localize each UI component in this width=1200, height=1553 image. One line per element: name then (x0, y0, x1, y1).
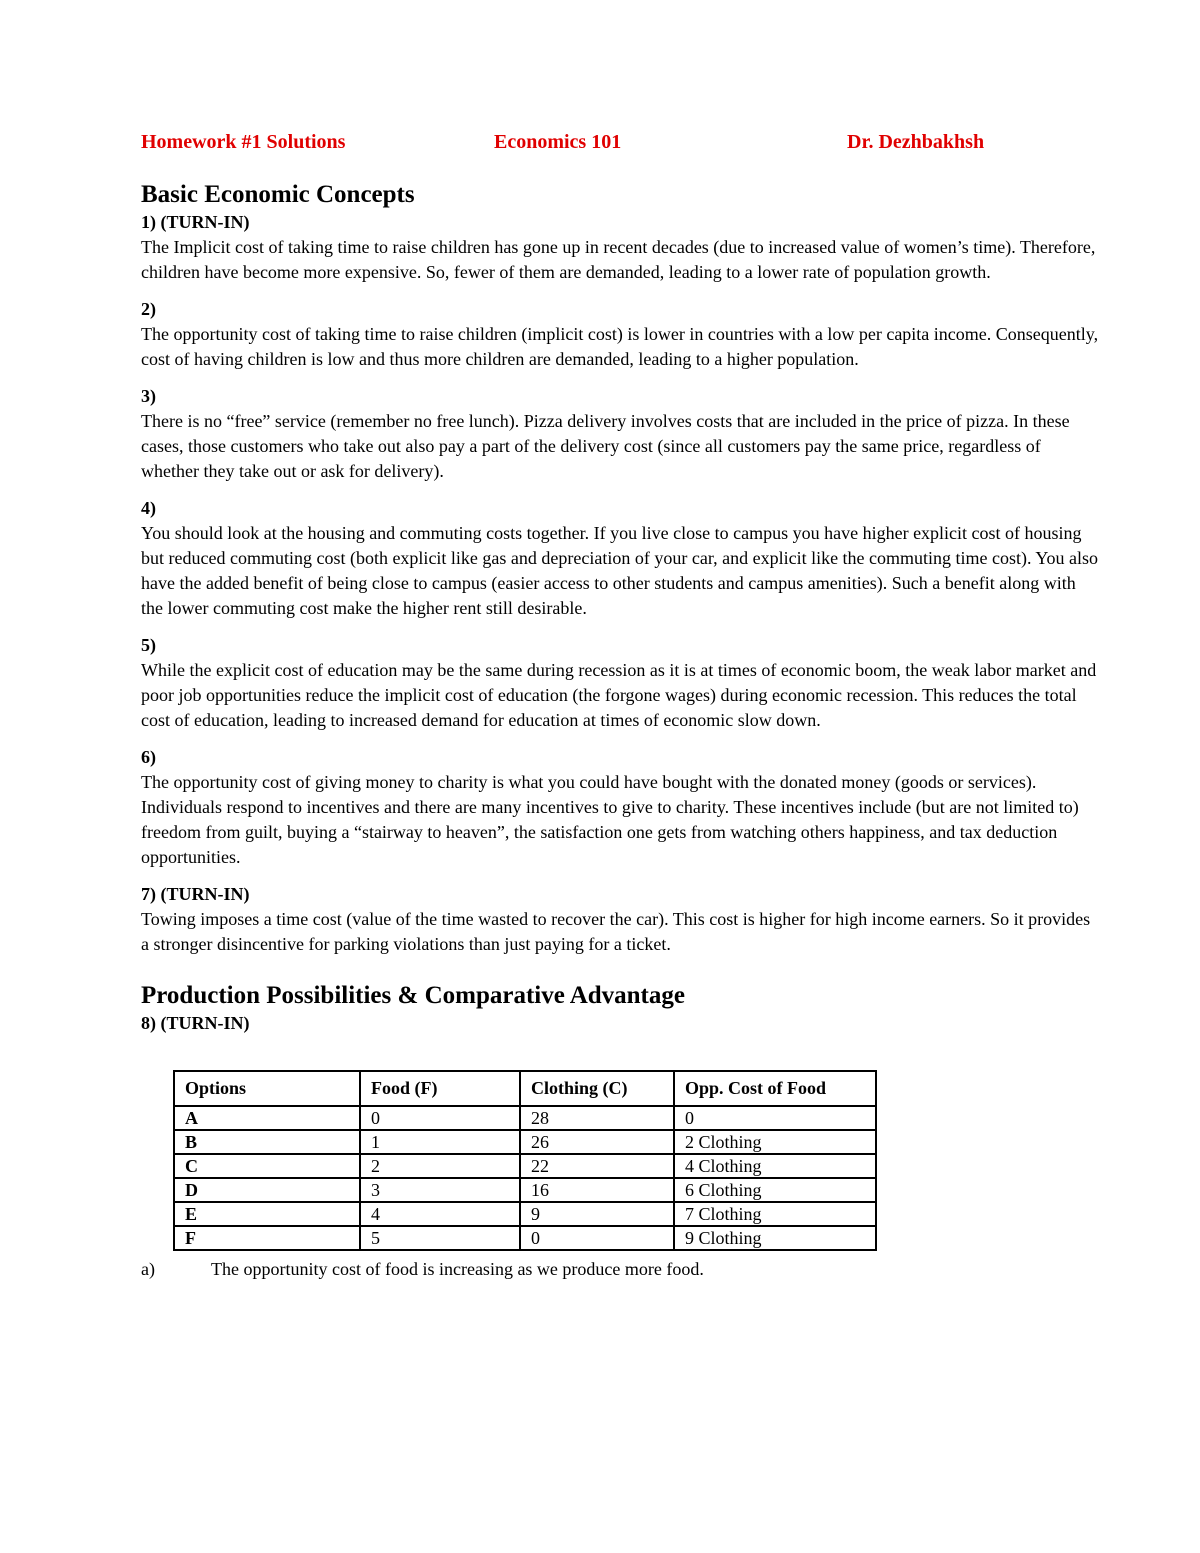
table-row (174, 1202, 876, 1226)
question-label: 6) (141, 747, 156, 767)
question-2 (141, 297, 1101, 372)
cell-clothing: 9 (520, 1202, 674, 1226)
question-label: 5) (141, 635, 156, 655)
cell-food: 0 (360, 1106, 520, 1130)
table-row (174, 1106, 876, 1130)
column-header-clothing: Clothing (C) (520, 1071, 674, 1106)
cell-opp-cost: 4 Clothing (674, 1154, 876, 1178)
answer-label: a) (141, 1259, 155, 1279)
cell-option: B (174, 1130, 360, 1154)
header-title: Homework #1 Solutions (141, 130, 346, 153)
table-row (174, 1178, 876, 1202)
cell-clothing: 28 (520, 1106, 674, 1130)
question-6 (141, 745, 1101, 870)
cell-opp-cost: 0 (674, 1106, 876, 1130)
question-3 (141, 384, 1101, 484)
column-header-food: Food (F) (360, 1071, 520, 1106)
cell-option: D (174, 1178, 360, 1202)
cell-food: 2 (360, 1154, 520, 1178)
question-label: 3) (141, 386, 156, 406)
document-page (141, 126, 1101, 1282)
cell-option: E (174, 1202, 360, 1226)
question-answer: The Implicit cost of taking time to raise children has gone up in recent decades (due to increased value of women’s time). Therefore, children have become more expensive. So, fewer of them are demanded, leading to a lower rate of population growth. (141, 237, 1096, 282)
question-label: 4) (141, 498, 156, 518)
cell-option: F (174, 1226, 360, 1250)
section-title-basic: Basic Economic Concepts (141, 181, 415, 208)
header-course: Economics 101 (494, 130, 622, 153)
column-header-opp-cost: Opp. Cost of Food (674, 1071, 876, 1106)
question-7 (141, 882, 1101, 957)
cell-clothing: 16 (520, 1178, 674, 1202)
cell-food: 4 (360, 1202, 520, 1226)
table-header-row (174, 1071, 876, 1106)
question-label: 7) (TURN-IN) (141, 884, 250, 904)
cell-opp-cost: 2 Clothing (674, 1130, 876, 1154)
answer-text: The opportunity cost of food is increasing as we produce more food. (211, 1259, 704, 1279)
document-header (141, 126, 1101, 158)
question-1 (141, 210, 1101, 285)
table-row (174, 1154, 876, 1178)
cell-opp-cost: 6 Clothing (674, 1178, 876, 1202)
question-8-label: 8) (TURN-IN) (141, 1013, 250, 1033)
question-label: 2) (141, 299, 156, 319)
cell-clothing: 22 (520, 1154, 674, 1178)
cell-food: 5 (360, 1226, 520, 1250)
question-answer: Towing imposes a time cost (value of the time wasted to recover the car). This cost is higher for high income earners. So it provides a stronger disincentive for parking violations than just paying for a ticket. (141, 909, 1091, 954)
question-4 (141, 496, 1101, 621)
cell-food: 1 (360, 1130, 520, 1154)
cell-clothing: 0 (520, 1226, 674, 1250)
cell-opp-cost: 7 Clothing (674, 1202, 876, 1226)
cell-clothing: 26 (520, 1130, 674, 1154)
question-answer: The opportunity cost of taking time to raise children (implicit cost) is lower in countries with a low per capita income. Consequently, cost of having children is low and thus more children are demanded, leading to a higher population. (141, 324, 1099, 369)
question-answer: The opportunity cost of giving money to charity is what you could have bought with the donated money (goods or services). Individuals respond to incentives and there are many incentives to give to charity. These incentives include (but are not limited to) freedom from guilt, buying a “stairway to heaven”, the satisfaction one gets from watching others happiness, and tax deduction opportunities. (141, 772, 1079, 867)
answer-a (141, 1257, 1101, 1282)
table-row (174, 1226, 876, 1250)
column-header-options: Options (174, 1071, 360, 1106)
cell-food: 3 (360, 1178, 520, 1202)
table-row (174, 1130, 876, 1154)
question-answer: You should look at the housing and commuting costs together. If you live close to campus you have higher explicit cost of housing but reduced commuting cost (both explicit like gas and depreciation of your car, and explicit like the commuting time cost). You also have the added benefit of being close to campus (easier access to other students and campus amenities). Such a benefit along with the lower commuting cost make the higher rent still desirable. (141, 523, 1099, 618)
section-title-production: Production Possibilities & Comparative Advantage (141, 982, 685, 1009)
cell-opp-cost: 9 Clothing (674, 1226, 876, 1250)
options-table (173, 1070, 877, 1251)
question-5 (141, 633, 1101, 733)
question-answer: There is no “free” service (remember no free lunch). Pizza delivery involves costs that are included in the price of pizza. In these cases, those customers who take out also pay a part of the delivery cost (since all customers pay the same price, regardless of whether they take out or ask for delivery). (141, 411, 1070, 481)
question-label: 1) (TURN-IN) (141, 212, 250, 232)
header-instructor: Dr. Dezhbakhsh (847, 130, 985, 153)
cell-option: A (174, 1106, 360, 1130)
cell-option: C (174, 1154, 360, 1178)
question-answer: While the explicit cost of education may be the same during recession as it is at times of economic boom, the weak labor market and poor job opportunities reduce the implicit cost of education (the forgone wages) during economic recession. This reduces the total cost of education, leading to increased demand for education at times of economic slow down. (141, 660, 1097, 730)
